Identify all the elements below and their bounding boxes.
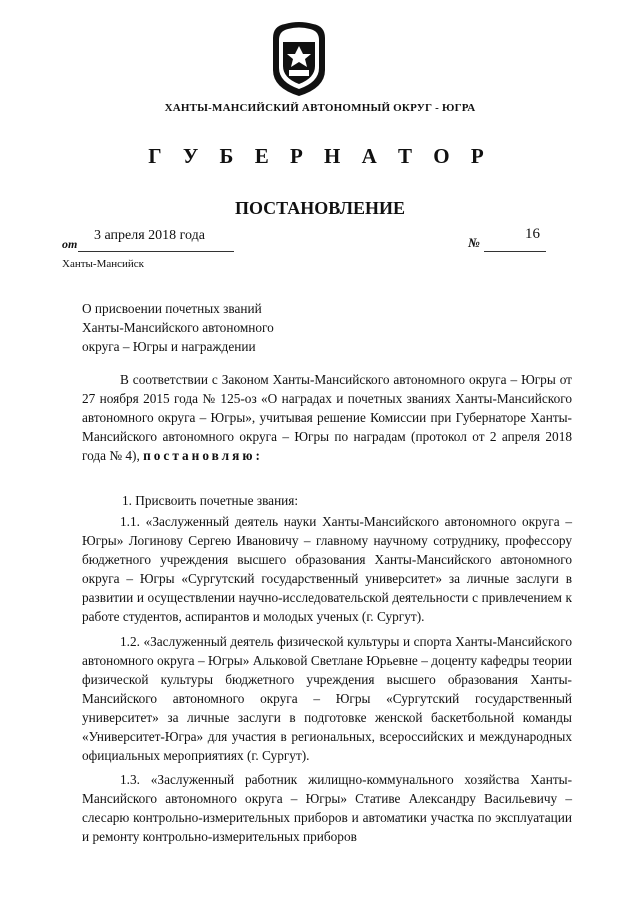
coat-of-arms-emblem bbox=[265, 20, 333, 100]
city-name: Ханты-Мансийск bbox=[62, 258, 145, 270]
subject-line: Ханты-Мансийского автономного bbox=[82, 320, 274, 335]
document-date: 3 апреля 2018 года bbox=[94, 228, 205, 243]
number-label: № bbox=[468, 235, 480, 250]
number-underline bbox=[484, 251, 546, 252]
paragraph-1-3: 1.3. «Заслуженный работник жилищно-коммунального хозяйства Ханты-Мансийского автономного округа – Югры» Стативе Александру Васильевичу – слесарю контрольно-измерительных приборов и автоматики участка по эксплуатации и ремонту контрольно-измерительных приборов bbox=[82, 772, 572, 844]
subject-line: О присвоении почетных званий bbox=[82, 301, 262, 316]
document-type: ПОСТАНОВЛЕНИЕ bbox=[234, 198, 406, 218]
document-number: 16 bbox=[525, 226, 540, 242]
intro-text: В соответствии с Законом Ханты-Мансийского автономного округа – Югры от 27 ноября 2015 года № 125-оз «О наградах и почетных званиях Ханты-Мансийского автономного округа – Югры», учитывая решение Комиссии при Губернаторе Ханты-Мансийского автономного округа – Югры по наградам (протокол от 2 апреля 2018 года № 4), bbox=[82, 372, 572, 463]
decide-word: постановляю: bbox=[143, 448, 263, 463]
date-underline bbox=[78, 251, 234, 252]
date-prefix-label: от bbox=[62, 237, 78, 251]
subject-line: округа – Югры и награждении bbox=[82, 339, 256, 354]
governor-title: Г У Б Е Р Н А Т О Р bbox=[148, 144, 492, 168]
document-subject bbox=[82, 299, 342, 356]
intro-paragraph bbox=[82, 370, 572, 465]
list-item-1: 1. Присвоить почетные звания: bbox=[122, 493, 299, 508]
region-name: ХАНТЫ-МАНСИЙСКИЙ АВТОНОМНЫЙ ОКРУГ - ЮГРА bbox=[164, 102, 476, 114]
paragraph-1-2: 1.2. «Заслуженный деятель физической культуры и спорта Ханты-Мансийского автономного округа – Югры» Альковой Светлане Юрьевне – доценту кафедры теории физической культуры бюджетного учреждения высшего образования Ханты-Мансийского автономного округа – Югры «Сургутский государственный университет» за личные заслуги в подготовке женской баскетбольной команды «Университет-Югра» для участия в региональных, всероссийских и международных официальных мероприятиях (г. Сургут). bbox=[82, 634, 572, 763]
paragraph-1-1: 1.1. «Заслуженный деятель науки Ханты-Мансийского автономного округа – Югры» Логинову Сергею Ивановичу – главному научному сотруднику, профессору бюджетного учреждения высшего образования Ханты-Мансийского автономного округа – Югры «Сургутский государственный университет» за личные заслуги в развитии и осуществлении научно-исследовательской деятельности с привлечением к работе студентов, аспирантов и молодых ученых (г. Сургут). bbox=[82, 514, 572, 624]
